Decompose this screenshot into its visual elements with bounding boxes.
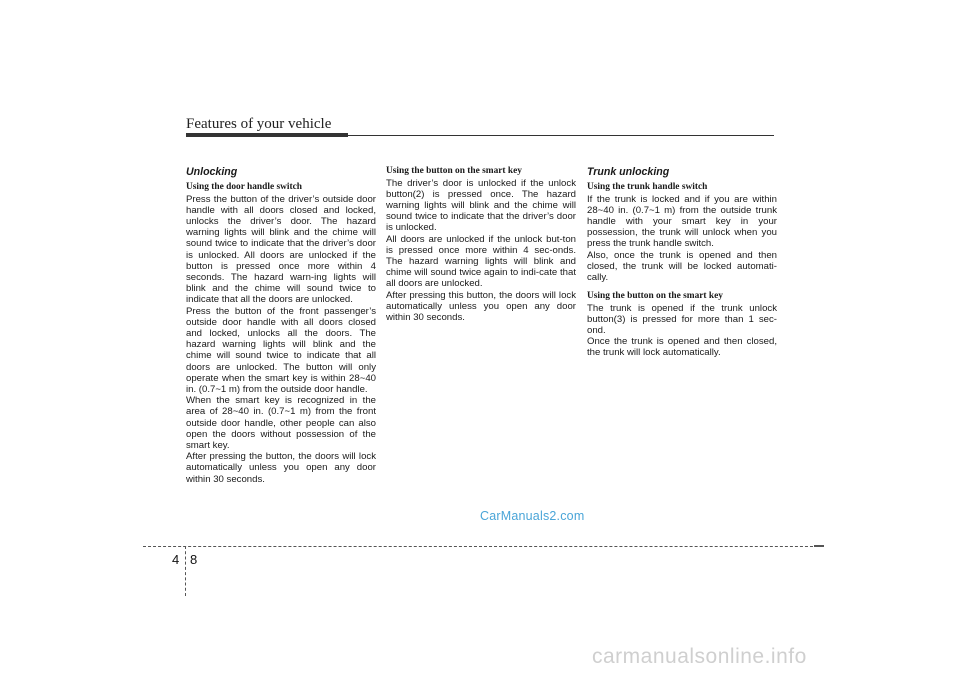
subheading-door-handle-switch: Using the door handle switch <box>186 182 302 192</box>
paragraph: After pressing the button, the doors will lock automatically unless you open any door within 30 seconds. <box>186 451 376 485</box>
section-title-unlocking: Unlocking <box>186 166 238 178</box>
subheading-trunk-smart-key-button: Using the button on the smart key <box>587 291 723 302</box>
column-3 <box>587 166 777 359</box>
subheading-smart-key-button: Using the button on the smart key <box>386 166 522 176</box>
section-title-trunk-unlocking: Trunk unlocking <box>587 166 670 178</box>
paragraph: If the trunk is locked and if you are within 28~40 in. (0.7~1 m) from the outside trunk handle with your smart key in your possession, the trunk will unlock when you press the trunk handle switch. <box>587 193 777 250</box>
header-rule-thin <box>186 135 774 136</box>
paragraph: Also, once the trunk is opened and then closed, the trunk will be locked automati-cally. <box>587 249 777 283</box>
subheading-trunk-handle-switch: Using the trunk handle switch <box>587 182 708 192</box>
column-2 <box>386 166 576 323</box>
paragraph: Press the button of the driver’s outside door handle with all doors closed and locked, unlocks the driver’s door. The hazard warning lights will blink and the chime will sound twice to indicate that the driver’s door is unlocked. All doors are unlocked if the button is pressed once more within 4 seconds. The hazard warn-ing lights will blink and the chime will sound twice to indicate that all the doors are unlocked. <box>186 193 376 306</box>
footer-vertical-dashed-rule <box>185 546 186 596</box>
paragraph: The trunk is opened if the trunk unlock button(3) is pressed for more than 1 sec-ond. <box>587 302 777 337</box>
footer-dashed-rule <box>143 546 823 547</box>
chapter-number: 4 <box>172 552 180 567</box>
paragraph: Once the trunk is opened and then closed, the trunk will lock automatically. <box>587 336 777 359</box>
footer-rule-end <box>814 545 824 547</box>
paragraph: The driver’s door is unlocked if the unlock button(2) is pressed once. The hazard warning lights will blink and the chime will sound twice to indicate that the driver’s door is unlocked. <box>386 177 576 234</box>
paragraph: All doors are unlocked if the unlock but-ton is pressed once more within 4 sec-onds. The hazard warning lights will blink and chime will sound twice again to indi-cate that all doors are unlocked. <box>386 233 576 290</box>
column-1 <box>186 166 376 485</box>
page-number: 8 <box>190 552 198 567</box>
paragraph: Press the button of the front passenger’s outside door handle with all doors closed and locked, unlocks all the doors. The hazard warning lights will blink and the chime will sound twice to indicate that all doors are unlocked. The button will only operate when the smart key is within 28~40 in. (0.7~1 m) from the outside door handle. <box>186 305 376 395</box>
paragraph: After pressing this button, the doors will lock automatically unless you open any door within 30 seconds. <box>386 289 576 323</box>
site-logo-text: carmanualsonline.info <box>592 645 807 668</box>
page-header-title: Features of your vehicle <box>186 116 332 132</box>
paragraph: When the smart key is recognized in the area of 28~40 in. (0.7~1 m) from the front outside door handle, other people can also open the doors without possession of the smart key. <box>186 395 376 451</box>
watermark-link[interactable]: CarManuals2.com <box>480 509 585 523</box>
